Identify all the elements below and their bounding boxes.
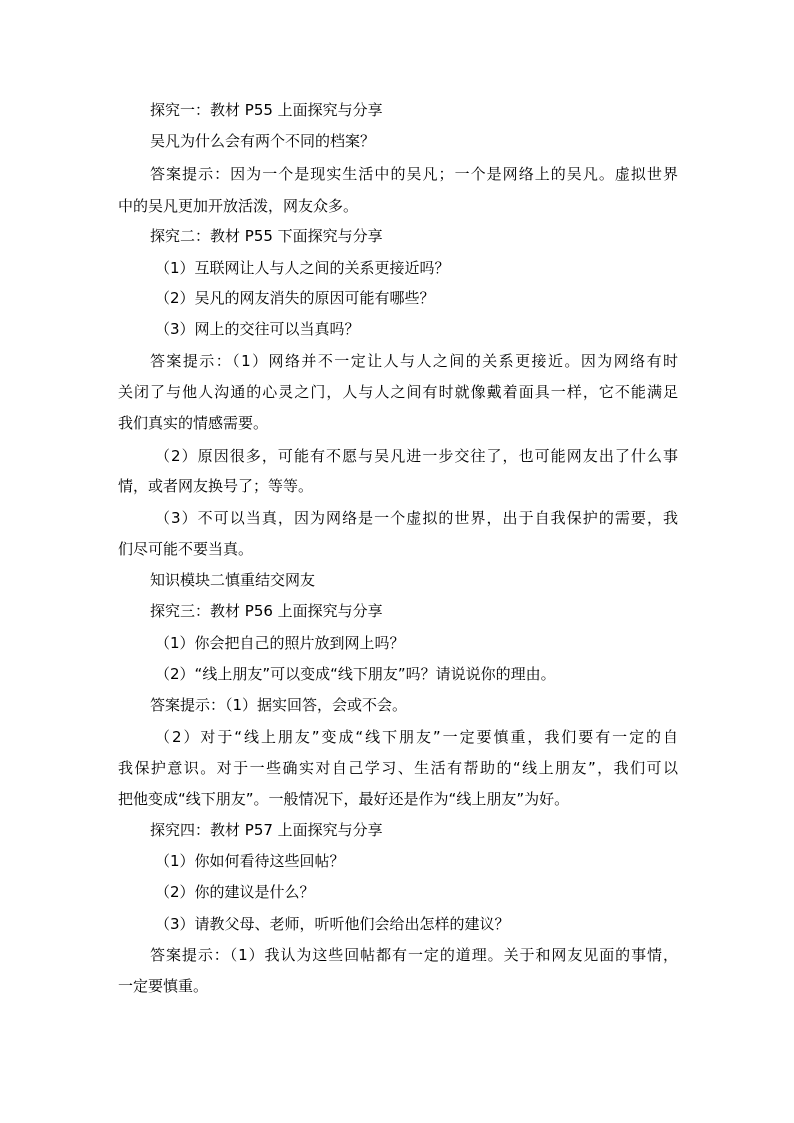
question-line: （3）请教父母、老师，听听他们会给出怎样的建议？ — [155, 915, 510, 933]
question-line: （2）你的建议是什么？ — [155, 883, 315, 901]
heading-inquiry-3: 探究三：教材 P56 上面探究与分享 — [150, 602, 383, 620]
heading-inquiry-4: 探究四：教材 P57 上面探究与分享 — [150, 821, 383, 839]
answer-line: 一定要慎重。 — [118, 977, 209, 995]
answer-line: 中的吴凡更加开放活泼，网友众多。 — [118, 197, 359, 215]
question-line: （1）你会把自己的照片放到网上吗？ — [155, 634, 405, 652]
answer-line: 我们真实的情感需要。 — [118, 414, 269, 432]
question-line: （2）“线上朋友”可以变成“线下朋友”吗？请说说你的理由。 — [155, 665, 556, 683]
answer-line: （2）原因很多，可能有不愿与吴凡进一步交往了，也可能网友出了什么事 — [155, 447, 678, 465]
answer-line: 答案提示：因为一个是现实生活中的吴凡；一个是网络上的吴凡。虚拟世界 — [150, 165, 678, 183]
heading-inquiry-1: 探究一：教材 P55 上面探究与分享 — [150, 101, 383, 119]
question-line: （1）互联网让人与人之间的关系更接近吗？ — [155, 259, 450, 277]
answer-line: 答案提示：（1）我认为这些回帖都有一定的道理。关于和网友见面的事情， — [150, 946, 678, 964]
answer-line: 答案提示：（1）据实回答，会或不会。 — [150, 696, 408, 714]
answer-line: 答案提示：（1）网络并不一定让人与人之间的关系更接近。因为网络有时 — [150, 352, 678, 370]
answer-line: 把他变成“线下朋友”。一般情况下，最好还是作为“线上朋友”为好。 — [118, 790, 570, 808]
section-heading: 知识模块二慎重结交网友 — [150, 571, 316, 589]
question-line: （3）网上的交往可以当真吗？ — [155, 320, 360, 338]
question-line: 吴凡为什么会有两个不同的档案？ — [150, 132, 376, 150]
question-line: （1）你如何看待这些回帖？ — [155, 852, 345, 870]
answer-line: （2）对于“线上朋友”变成“线下朋友”一定要慎重，我们要有一定的自 — [155, 728, 678, 746]
heading-inquiry-2: 探究二：教材 P55 下面探究与分享 — [150, 227, 383, 245]
answer-line: 关闭了与他人沟通的心灵之门，人与人之间有时就像戴着面具一样，它不能满足 — [118, 383, 678, 401]
answer-line: 情，或者网友换号了；等等。 — [118, 477, 314, 495]
question-line: （2）吴凡的网友消失的原因可能有哪些？ — [155, 289, 435, 307]
answer-line: 们尽可能不要当真。 — [118, 540, 254, 558]
answer-line: 我保护意识。对于一些确实对自己学习、生活有帮助的“线上朋友”，我们可以 — [118, 759, 678, 777]
answer-line: （3）不可以当真，因为网络是一个虚拟的世界，出于自我保护的需要，我 — [155, 509, 678, 527]
